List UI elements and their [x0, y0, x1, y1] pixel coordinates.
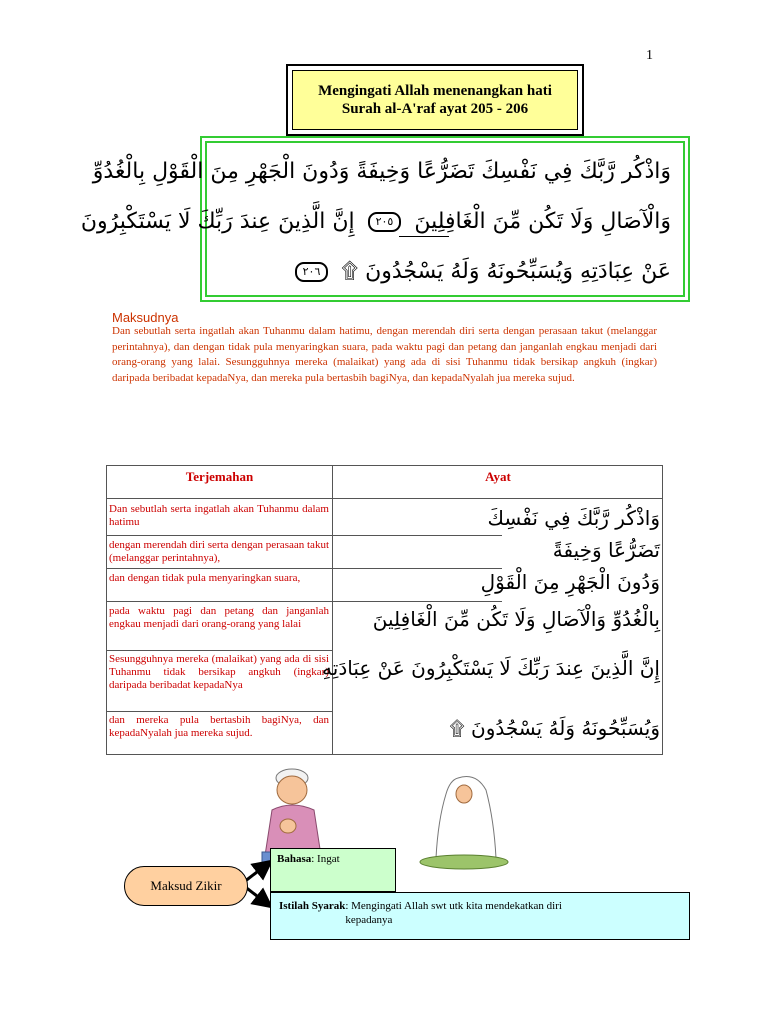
row-separator — [107, 535, 332, 536]
verse-box — [80, 136, 690, 302]
row-separator — [107, 601, 332, 602]
title-box — [286, 64, 584, 136]
terjemahan-cell-3: dan dengan tidak pula menyaringkan suara, — [109, 572, 301, 584]
header-terjemahan: Terjemahan — [185, 469, 254, 484]
maksud-zikir-oval: Maksud Zikir — [124, 866, 248, 906]
row-separator — [107, 650, 332, 651]
bahasa-box — [270, 848, 396, 892]
ayat-cell-2: تَضَرُّعًا وَخِيفَةً — [552, 538, 660, 562]
verse-line-2b: إِنَّ الَّذِينَ عِندَ رَبِّكَ لَا يَسْتَكْبِرُونَ — [80, 209, 355, 234]
title-inner — [292, 70, 578, 130]
verse-divider — [399, 236, 449, 237]
istilah-label: Istilah Syarak — [279, 900, 346, 912]
terjemahan-cell-2: dengan merendah diri serta dengan perasaan takut (melanggar perintahnya), — [109, 539, 329, 564]
verse-line-2a: وَالْآصَالِ وَلَا تَكُن مِّنَ الْغَافِلِينَ — [414, 209, 671, 234]
ayah-mark-205: ٢٠٥ — [368, 212, 402, 232]
row-separator — [332, 568, 502, 569]
row-separator — [107, 711, 332, 712]
row-separator — [107, 568, 332, 569]
table-column-divider — [332, 466, 333, 754]
terjemahan-cell-5: Sesungguhnya mereka (malaikat) yang ada di sisi Tuhanmu tidak bersikap angkuh (ingkar) daripada beribadat kepadaNya — [109, 653, 329, 691]
woman-face — [456, 785, 472, 803]
ayat-cell-4: بِالْغُدُوِّ وَالْآصَالِ وَلَا تَكُن مِّنَ الْغَافِلِينَ — [372, 607, 660, 631]
ayah-mark-206: ٢٠٦ — [295, 262, 329, 282]
arrow-to-bahasa — [244, 862, 270, 882]
terjemahan-cell-4: pada waktu pagi dan petang dan janganlah engkau menjadi dari orang-orang yang lalai — [109, 605, 329, 630]
translation-table — [106, 465, 663, 755]
verse-inner — [80, 141, 685, 297]
verse-line-2 — [80, 197, 671, 247]
title-line-1: Mengingati Allah menenangkan hati — [318, 83, 552, 99]
maksud-body: Dan sebutlah serta ingatlah akan Tuhanmu dalam hatimu, dengan merendah diri serta dengan perasaan takut (melanggar perintahnya), dan dengan tidak pula menyaringkan suara, pada waktu pagi dan petang dan janganlah engkau menjadi dari orang-orang yang lalai. Sesungguhnya mereka (malaikat) yang ada di sisi Tuhanmu tidak bersikap angkuh (ingkar) daripada beribadat kepadaNya, dan mereka pula bertasbih bagiNya, dan kepadaNyalah jua mereka sujud. — [112, 325, 657, 384]
terjemahan-cell-6: dan mereka pula bertasbih bagiNya, dan kepadaNyalah jua mereka sujud. — [109, 714, 329, 739]
bahasa-value: : Ingat — [311, 853, 340, 865]
ayat-cell-3: وَدُونَ الْجَهْرِ مِنَ الْقَوْلِ — [480, 570, 660, 594]
verse-line-1: وَاذْكُر رَّبَّكَ فِي نَفْسِكَ تَضَرُّعًا وَخِيفَةً وَدُونَ الْجَهْرِ مِنَ الْقَوْلِ بِالْغُدُوِّ — [92, 159, 671, 184]
istilah-value: : Mengingati Allah swt utk kita mendekatkan diri kepadanya — [345, 900, 562, 926]
ayat-cell-5: إِنَّ الَّذِينَ عِندَ رَبِّكَ لَا يَسْتَكْبِرُونَ عَنْ عِبَادَتِهِ — [322, 656, 660, 680]
page-number: 1 — [646, 48, 653, 63]
table-header-divider — [107, 498, 662, 499]
ayat-cell-1: وَاذْكُر رَّبَّكَ فِي نَفْسِكَ — [487, 506, 660, 530]
arrow-to-istilah — [244, 886, 270, 906]
boy-face — [277, 776, 307, 804]
row-separator — [332, 535, 502, 536]
verse-line-3 — [219, 247, 671, 297]
istilah-box — [270, 892, 690, 940]
row-separator — [332, 601, 502, 602]
boy-hands — [280, 819, 296, 833]
maksud-heading: Maksudnya — [112, 310, 179, 325]
bahasa-label: Bahasa — [277, 853, 312, 865]
praying-woman-illustration — [416, 770, 512, 870]
title-line-2: Surah al-A'raf ayat 205 - 206 — [341, 101, 529, 117]
verse-line-3-text: عَنْ عِبَادَتِهِ وَيُسَبِّحُونَهُ وَلَهُ يَسْجُدُونَ ۩ — [341, 259, 671, 284]
header-ayat: Ayat — [485, 469, 511, 484]
prayer-mat — [420, 855, 508, 869]
ayat-cell-6: وَيُسَبِّحُونَهُ وَلَهُ يَسْجُدُونَ ۩ — [449, 716, 660, 740]
terjemahan-cell-1: Dan sebutlah serta ingatlah akan Tuhanmu dalam hatimu — [109, 503, 329, 528]
